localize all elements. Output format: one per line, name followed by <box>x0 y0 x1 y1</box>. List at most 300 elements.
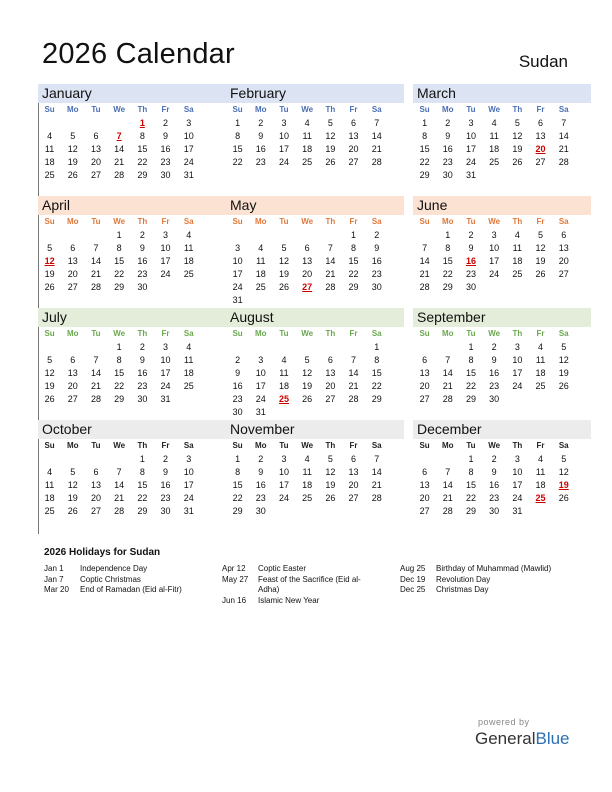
day-cell[interactable]: 14 <box>114 144 125 154</box>
day-cell[interactable]: 11 <box>279 368 289 378</box>
day-cell[interactable]: 17 <box>278 480 289 490</box>
day-cell[interactable]: 9 <box>468 243 474 253</box>
day-cell[interactable]: 8 <box>351 243 357 253</box>
day-cell[interactable]: 18 <box>512 256 523 266</box>
day-cell[interactable]: 2 <box>468 230 474 240</box>
day-cell[interactable]: 19 <box>44 381 55 391</box>
day-cell[interactable]: 17 <box>232 269 243 279</box>
day-cell[interactable]: 6 <box>304 243 310 253</box>
day-cell[interactable]: 13 <box>90 480 101 490</box>
day-cell[interactable]: 4 <box>186 342 192 352</box>
day-cell[interactable]: 11 <box>489 131 499 141</box>
day-cell[interactable]: 19 <box>325 480 336 490</box>
day-cell[interactable]: 24 <box>465 157 476 167</box>
day-cell[interactable]: 15 <box>137 144 148 154</box>
day-cell[interactable]: 10 <box>183 467 194 477</box>
day-cell[interactable]: 24 <box>160 381 171 391</box>
day-cell[interactable]: 17 <box>465 144 476 154</box>
day-cell[interactable]: 22 <box>371 381 382 391</box>
day-cell[interactable]: 21 <box>90 381 101 391</box>
day-cell[interactable]: 28 <box>371 493 382 503</box>
day-cell[interactable]: 25 <box>535 381 546 391</box>
day-cell[interactable]: 18 <box>535 480 546 490</box>
day-cell[interactable]: 5 <box>561 454 567 464</box>
day-cell[interactable]: 16 <box>137 368 148 378</box>
day-cell[interactable]: 17 <box>512 480 523 490</box>
day-cell[interactable]: 3 <box>514 342 520 352</box>
holiday-day-cell[interactable]: 12 <box>44 256 55 266</box>
day-cell[interactable]: 23 <box>489 493 500 503</box>
day-cell[interactable]: 23 <box>137 269 148 279</box>
day-cell[interactable]: 1 <box>116 230 122 240</box>
day-cell[interactable]: 2 <box>139 230 145 240</box>
day-cell[interactable]: 7 <box>327 243 333 253</box>
day-cell[interactable]: 2 <box>491 454 497 464</box>
day-cell[interactable]: 23 <box>232 394 243 404</box>
day-cell[interactable]: 30 <box>371 282 382 292</box>
day-cell[interactable]: 31 <box>512 506 523 516</box>
day-cell[interactable]: 4 <box>514 230 520 240</box>
day-cell[interactable]: 9 <box>258 131 264 141</box>
day-cell[interactable]: 6 <box>538 118 544 128</box>
day-cell[interactable]: 16 <box>137 256 148 266</box>
day-cell[interactable]: 9 <box>163 467 169 477</box>
day-cell[interactable]: 27 <box>419 394 430 404</box>
day-cell[interactable]: 17 <box>278 144 289 154</box>
day-cell[interactable]: 26 <box>44 394 55 404</box>
day-cell[interactable]: 15 <box>348 256 359 266</box>
day-cell[interactable]: 19 <box>67 493 78 503</box>
day-cell[interactable]: 21 <box>442 493 453 503</box>
day-cell[interactable]: 16 <box>255 144 266 154</box>
day-cell[interactable]: 8 <box>235 467 241 477</box>
day-cell[interactable]: 29 <box>465 506 476 516</box>
day-cell[interactable]: 28 <box>90 394 101 404</box>
day-cell[interactable]: 3 <box>491 230 497 240</box>
day-cell[interactable]: 10 <box>278 131 289 141</box>
day-cell[interactable]: 26 <box>67 506 78 516</box>
day-cell[interactable]: 25 <box>302 157 313 167</box>
day-cell[interactable]: 14 <box>371 467 382 477</box>
day-cell[interactable]: 6 <box>70 355 76 365</box>
day-cell[interactable]: 28 <box>442 506 453 516</box>
day-cell[interactable]: 8 <box>445 243 451 253</box>
day-cell[interactable]: 3 <box>163 342 169 352</box>
day-cell[interactable]: 16 <box>489 368 500 378</box>
day-cell[interactable]: 6 <box>351 454 357 464</box>
day-cell[interactable]: 6 <box>93 467 99 477</box>
day-cell[interactable]: 11 <box>184 355 194 365</box>
day-cell[interactable]: 13 <box>348 467 359 477</box>
day-cell[interactable]: 28 <box>325 282 336 292</box>
day-cell[interactable]: 14 <box>371 131 382 141</box>
day-cell[interactable]: 11 <box>256 256 266 266</box>
day-cell[interactable]: 6 <box>351 118 357 128</box>
day-cell[interactable]: 9 <box>258 467 264 477</box>
day-cell[interactable]: 24 <box>512 493 523 503</box>
day-cell[interactable]: 30 <box>137 394 148 404</box>
day-cell[interactable]: 25 <box>183 269 194 279</box>
day-cell[interactable]: 14 <box>90 368 101 378</box>
day-cell[interactable]: 26 <box>278 282 289 292</box>
day-cell[interactable]: 7 <box>561 118 567 128</box>
day-cell[interactable]: 2 <box>258 118 264 128</box>
day-cell[interactable]: 8 <box>422 131 428 141</box>
day-cell[interactable]: 25 <box>512 269 523 279</box>
day-cell[interactable]: 7 <box>93 243 99 253</box>
day-cell[interactable]: 21 <box>371 480 382 490</box>
brand-logo[interactable] <box>475 729 570 749</box>
day-cell[interactable]: 23 <box>160 493 171 503</box>
day-cell[interactable]: 3 <box>235 243 241 253</box>
day-cell[interactable]: 20 <box>325 381 336 391</box>
day-cell[interactable]: 12 <box>325 467 336 477</box>
day-cell[interactable]: 9 <box>445 131 451 141</box>
day-cell[interactable]: 27 <box>67 282 78 292</box>
day-cell[interactable]: 19 <box>278 269 289 279</box>
day-cell[interactable]: 11 <box>535 355 546 365</box>
day-cell[interactable]: 20 <box>67 269 78 279</box>
day-cell[interactable]: 5 <box>538 230 544 240</box>
day-cell[interactable]: 10 <box>232 256 243 266</box>
day-cell[interactable]: 1 <box>235 454 241 464</box>
day-cell[interactable]: 20 <box>348 144 359 154</box>
day-cell[interactable]: 11 <box>44 144 55 154</box>
day-cell[interactable]: 2 <box>163 454 169 464</box>
day-cell[interactable]: 13 <box>302 256 313 266</box>
day-cell[interactable]: 2 <box>163 118 169 128</box>
day-cell[interactable]: 7 <box>374 454 380 464</box>
day-cell[interactable]: 15 <box>232 144 243 154</box>
day-cell[interactable]: 10 <box>512 355 523 365</box>
day-cell[interactable]: 8 <box>139 131 145 141</box>
day-cell[interactable]: 9 <box>163 131 169 141</box>
day-cell[interactable]: 29 <box>137 170 148 180</box>
day-cell[interactable]: 1 <box>468 342 474 352</box>
day-cell[interactable]: 12 <box>558 467 569 477</box>
day-cell[interactable]: 18 <box>302 144 313 154</box>
day-cell[interactable]: 9 <box>491 467 497 477</box>
day-cell[interactable]: 11 <box>44 480 55 490</box>
day-cell[interactable]: 20 <box>90 493 101 503</box>
day-cell[interactable]: 24 <box>183 157 194 167</box>
day-cell[interactable]: 30 <box>137 282 148 292</box>
day-cell[interactable]: 26 <box>44 282 55 292</box>
holiday-day-cell[interactable]: 1 <box>139 118 145 128</box>
day-cell[interactable]: 14 <box>558 131 569 141</box>
day-cell[interactable]: 4 <box>47 467 53 477</box>
day-cell[interactable]: 15 <box>419 144 430 154</box>
day-cell[interactable]: 18 <box>44 493 55 503</box>
day-cell[interactable]: 29 <box>232 506 243 516</box>
holiday-day-cell[interactable]: 19 <box>558 480 569 490</box>
day-cell[interactable]: 20 <box>419 493 430 503</box>
holiday-day-cell[interactable]: 25 <box>535 493 546 503</box>
day-cell[interactable]: 21 <box>114 157 125 167</box>
day-cell[interactable]: 2 <box>235 355 241 365</box>
day-cell[interactable]: 5 <box>70 467 76 477</box>
day-cell[interactable]: 16 <box>160 144 171 154</box>
day-cell[interactable]: 4 <box>304 454 310 464</box>
day-cell[interactable]: 30 <box>442 170 453 180</box>
day-cell[interactable]: 2 <box>258 454 264 464</box>
day-cell[interactable]: 31 <box>160 394 171 404</box>
day-cell[interactable]: 18 <box>255 269 266 279</box>
day-cell[interactable]: 18 <box>44 157 55 167</box>
holiday-day-cell[interactable]: 16 <box>465 256 476 266</box>
day-cell[interactable]: 10 <box>183 131 194 141</box>
day-cell[interactable]: 7 <box>374 118 380 128</box>
day-cell[interactable]: 11 <box>535 467 546 477</box>
day-cell[interactable]: 7 <box>422 243 428 253</box>
day-cell[interactable]: 8 <box>116 243 122 253</box>
day-cell[interactable]: 28 <box>419 282 430 292</box>
day-cell[interactable]: 19 <box>535 256 546 266</box>
day-cell[interactable]: 15 <box>137 480 148 490</box>
day-cell[interactable]: 12 <box>325 131 336 141</box>
day-cell[interactable]: 11 <box>512 243 523 253</box>
day-cell[interactable]: 10 <box>160 355 171 365</box>
day-cell[interactable]: 8 <box>468 355 474 365</box>
day-cell[interactable]: 10 <box>255 368 266 378</box>
day-cell[interactable]: 1 <box>351 230 357 240</box>
day-cell[interactable]: 31 <box>255 407 266 417</box>
day-cell[interactable]: 6 <box>422 467 428 477</box>
day-cell[interactable]: 24 <box>512 381 523 391</box>
day-cell[interactable]: 29 <box>465 394 476 404</box>
day-cell[interactable]: 11 <box>302 131 312 141</box>
day-cell[interactable]: 28 <box>348 394 359 404</box>
day-cell[interactable]: 13 <box>419 480 430 490</box>
day-cell[interactable]: 12 <box>535 243 546 253</box>
day-cell[interactable]: 5 <box>514 118 520 128</box>
day-cell[interactable]: 26 <box>512 157 523 167</box>
holiday-day-cell[interactable]: 20 <box>535 144 546 154</box>
day-cell[interactable]: 3 <box>281 118 287 128</box>
day-cell[interactable]: 29 <box>114 394 125 404</box>
day-cell[interactable]: 18 <box>183 368 194 378</box>
day-cell[interactable]: 13 <box>419 368 430 378</box>
day-cell[interactable]: 5 <box>561 342 567 352</box>
holiday-day-cell[interactable]: 7 <box>116 131 122 141</box>
day-cell[interactable]: 1 <box>139 454 145 464</box>
day-cell[interactable]: 7 <box>445 467 451 477</box>
day-cell[interactable]: 19 <box>512 144 523 154</box>
day-cell[interactable]: 9 <box>139 243 145 253</box>
day-cell[interactable]: 22 <box>442 269 453 279</box>
day-cell[interactable]: 16 <box>160 480 171 490</box>
day-cell[interactable]: 21 <box>114 493 125 503</box>
day-cell[interactable]: 7 <box>93 355 99 365</box>
day-cell[interactable]: 22 <box>232 157 243 167</box>
day-cell[interactable]: 10 <box>160 243 171 253</box>
day-cell[interactable]: 22 <box>232 493 243 503</box>
day-cell[interactable]: 31 <box>465 170 476 180</box>
day-cell[interactable]: 22 <box>114 381 125 391</box>
day-cell[interactable]: 25 <box>44 170 55 180</box>
day-cell[interactable]: 6 <box>422 355 428 365</box>
day-cell[interactable]: 18 <box>489 144 500 154</box>
day-cell[interactable]: 16 <box>255 480 266 490</box>
day-cell[interactable]: 1 <box>468 454 474 464</box>
day-cell[interactable]: 26 <box>302 394 313 404</box>
day-cell[interactable]: 12 <box>67 144 78 154</box>
day-cell[interactable]: 24 <box>278 157 289 167</box>
day-cell[interactable]: 4 <box>538 454 544 464</box>
day-cell[interactable]: 23 <box>137 381 148 391</box>
day-cell[interactable]: 19 <box>558 368 569 378</box>
day-cell[interactable]: 5 <box>47 243 53 253</box>
day-cell[interactable]: 5 <box>281 243 287 253</box>
day-cell[interactable]: 16 <box>442 144 453 154</box>
day-cell[interactable]: 24 <box>232 282 243 292</box>
day-cell[interactable]: 1 <box>445 230 451 240</box>
day-cell[interactable]: 24 <box>255 394 266 404</box>
day-cell[interactable]: 8 <box>468 467 474 477</box>
day-cell[interactable]: 12 <box>302 368 313 378</box>
day-cell[interactable]: 9 <box>235 368 241 378</box>
day-cell[interactable]: 13 <box>558 243 569 253</box>
day-cell[interactable]: 30 <box>465 282 476 292</box>
day-cell[interactable]: 19 <box>67 157 78 167</box>
day-cell[interactable]: 26 <box>558 493 569 503</box>
day-cell[interactable]: 15 <box>232 480 243 490</box>
day-cell[interactable]: 1 <box>235 118 241 128</box>
day-cell[interactable]: 25 <box>183 381 194 391</box>
day-cell[interactable]: 17 <box>512 368 523 378</box>
day-cell[interactable]: 28 <box>371 157 382 167</box>
day-cell[interactable]: 20 <box>558 256 569 266</box>
day-cell[interactable]: 13 <box>348 131 359 141</box>
day-cell[interactable]: 10 <box>465 131 476 141</box>
day-cell[interactable]: 8 <box>235 131 241 141</box>
day-cell[interactable]: 14 <box>419 256 430 266</box>
day-cell[interactable]: 26 <box>535 269 546 279</box>
day-cell[interactable]: 3 <box>258 355 264 365</box>
day-cell[interactable]: 11 <box>302 467 312 477</box>
day-cell[interactable]: 22 <box>465 493 476 503</box>
day-cell[interactable]: 13 <box>325 368 336 378</box>
day-cell[interactable]: 12 <box>558 355 569 365</box>
day-cell[interactable]: 28 <box>442 394 453 404</box>
day-cell[interactable]: 1 <box>116 342 122 352</box>
day-cell[interactable]: 15 <box>371 368 382 378</box>
day-cell[interactable]: 4 <box>258 243 264 253</box>
day-cell[interactable]: 26 <box>67 170 78 180</box>
day-cell[interactable]: 13 <box>90 144 101 154</box>
day-cell[interactable]: 21 <box>442 381 453 391</box>
day-cell[interactable]: 30 <box>232 407 243 417</box>
day-cell[interactable]: 27 <box>419 506 430 516</box>
day-cell[interactable]: 15 <box>465 480 476 490</box>
day-cell[interactable]: 10 <box>489 243 500 253</box>
day-cell[interactable]: 4 <box>304 118 310 128</box>
day-cell[interactable]: 5 <box>47 355 53 365</box>
day-cell[interactable]: 18 <box>302 480 313 490</box>
day-cell[interactable]: 20 <box>90 157 101 167</box>
day-cell[interactable]: 3 <box>514 454 520 464</box>
day-cell[interactable]: 29 <box>442 282 453 292</box>
day-cell[interactable]: 10 <box>512 467 523 477</box>
day-cell[interactable]: 15 <box>465 368 476 378</box>
day-cell[interactable]: 21 <box>558 144 569 154</box>
day-cell[interactable]: 24 <box>183 493 194 503</box>
day-cell[interactable]: 23 <box>371 269 382 279</box>
day-cell[interactable]: 13 <box>67 368 78 378</box>
day-cell[interactable]: 27 <box>348 157 359 167</box>
day-cell[interactable]: 2 <box>445 118 451 128</box>
day-cell[interactable]: 16 <box>232 381 243 391</box>
day-cell[interactable]: 5 <box>304 355 310 365</box>
day-cell[interactable]: 24 <box>278 493 289 503</box>
day-cell[interactable]: 20 <box>302 269 313 279</box>
holiday-day-cell[interactable]: 25 <box>278 394 289 404</box>
day-cell[interactable]: 12 <box>44 368 55 378</box>
day-cell[interactable]: 23 <box>465 269 476 279</box>
day-cell[interactable]: 14 <box>325 256 336 266</box>
day-cell[interactable]: 6 <box>93 131 99 141</box>
day-cell[interactable]: 16 <box>371 256 382 266</box>
day-cell[interactable]: 25 <box>255 282 266 292</box>
day-cell[interactable]: 14 <box>114 480 125 490</box>
day-cell[interactable]: 17 <box>160 256 171 266</box>
day-cell[interactable]: 9 <box>139 355 145 365</box>
day-cell[interactable]: 22 <box>419 157 430 167</box>
day-cell[interactable]: 22 <box>348 269 359 279</box>
day-cell[interactable]: 17 <box>183 480 194 490</box>
day-cell[interactable]: 27 <box>325 394 336 404</box>
day-cell[interactable]: 16 <box>489 480 500 490</box>
day-cell[interactable]: 17 <box>183 144 194 154</box>
day-cell[interactable]: 12 <box>512 131 523 141</box>
day-cell[interactable]: 29 <box>371 394 382 404</box>
day-cell[interactable]: 22 <box>114 269 125 279</box>
day-cell[interactable]: 5 <box>327 454 333 464</box>
day-cell[interactable]: 3 <box>186 454 192 464</box>
day-cell[interactable]: 27 <box>558 269 569 279</box>
day-cell[interactable]: 7 <box>351 355 357 365</box>
day-cell[interactable]: 7 <box>116 467 122 477</box>
day-cell[interactable]: 5 <box>70 131 76 141</box>
day-cell[interactable]: 14 <box>348 368 359 378</box>
day-cell[interactable]: 31 <box>232 295 243 305</box>
day-cell[interactable]: 15 <box>114 256 125 266</box>
day-cell[interactable]: 4 <box>281 355 287 365</box>
day-cell[interactable]: 27 <box>67 394 78 404</box>
day-cell[interactable]: 4 <box>186 230 192 240</box>
day-cell[interactable]: 31 <box>183 506 194 516</box>
day-cell[interactable]: 21 <box>348 381 359 391</box>
day-cell[interactable]: 5 <box>327 118 333 128</box>
day-cell[interactable]: 24 <box>160 269 171 279</box>
day-cell[interactable]: 3 <box>281 454 287 464</box>
day-cell[interactable]: 1 <box>374 342 380 352</box>
day-cell[interactable]: 2 <box>139 342 145 352</box>
day-cell[interactable]: 28 <box>114 170 125 180</box>
day-cell[interactable]: 17 <box>160 368 171 378</box>
day-cell[interactable]: 23 <box>489 381 500 391</box>
day-cell[interactable]: 23 <box>255 493 266 503</box>
day-cell[interactable]: 14 <box>442 368 453 378</box>
day-cell[interactable]: 7 <box>445 355 451 365</box>
day-cell[interactable]: 17 <box>255 381 266 391</box>
day-cell[interactable]: 4 <box>491 118 497 128</box>
day-cell[interactable]: 19 <box>44 269 55 279</box>
day-cell[interactable]: 31 <box>183 170 194 180</box>
day-cell[interactable]: 28 <box>558 157 569 167</box>
day-cell[interactable]: 25 <box>489 157 500 167</box>
day-cell[interactable]: 25 <box>302 493 313 503</box>
